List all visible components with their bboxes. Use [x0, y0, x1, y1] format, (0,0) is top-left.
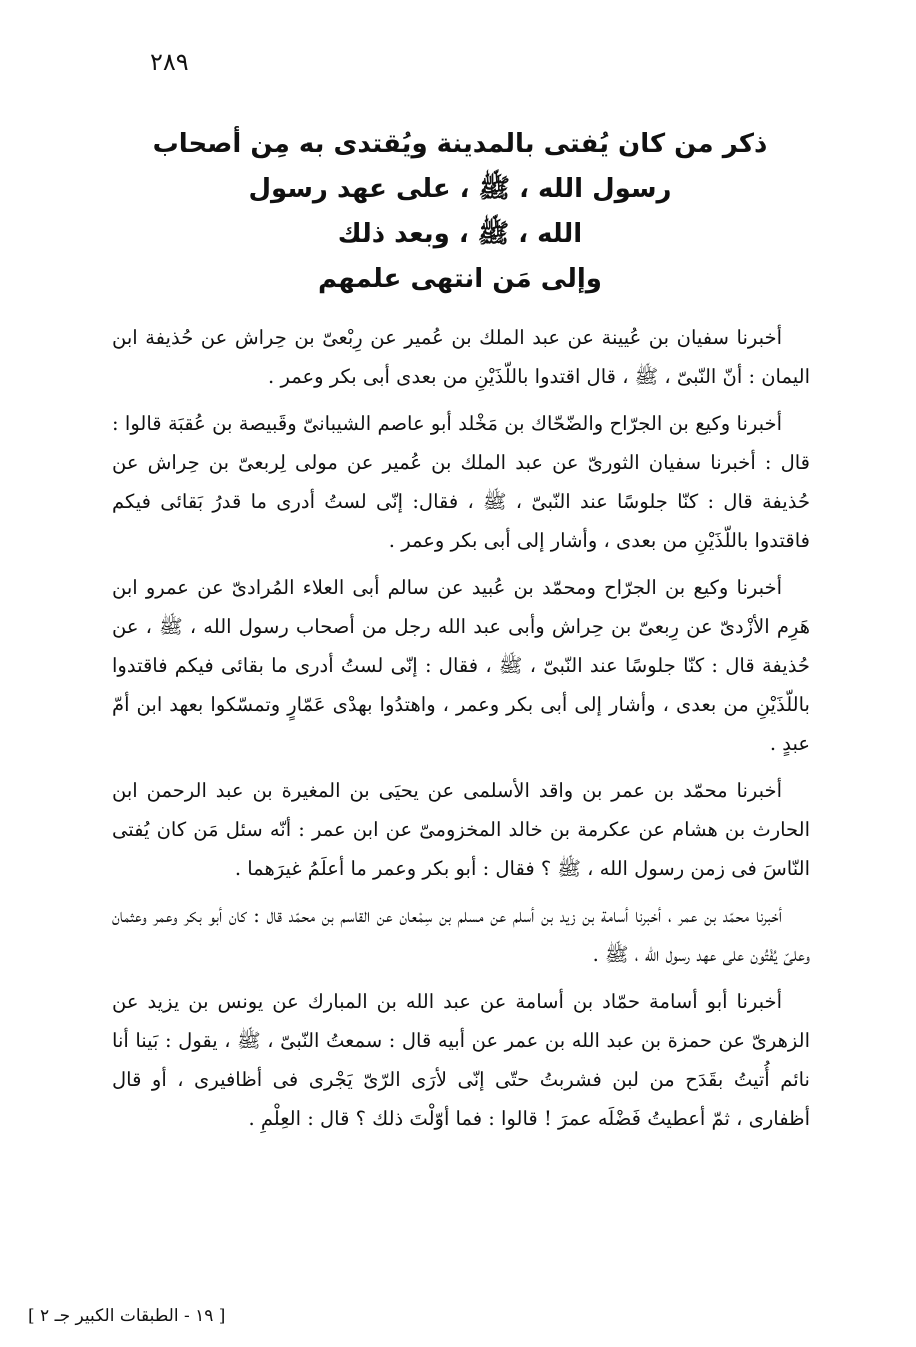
paragraph-5: أخبرنا محمّد بن عمر ، أخبرنا أسامة بن زيد بن أسلم عن مسلم بن سِمْعان عن القاسم بن محمّد قال : كان أبو بكر وعمر وعثمان وعلىّ يُفْتُون على عهد رسول الله ، ﷺ . [112, 904, 810, 966]
heading-line-3: الله ، ﷺ ، وبعد ذلك [337, 219, 583, 249]
paragraph-4: أخبرنا محمّد بن عمر بن واقد الأسلمى عن يحيَى بن المغيرة بن عبد الرحمن ابن الحارث بن هشام عن عكرمة بن خالد المخزومىّ عن ابن عمر : أنّه سئل مَن كان يُفتى النّاسَ فى زمن رسول الله ، ﷺ ؟ فقال : أبو بكر وعمر ما أعلَمُ غيرَهما . [112, 779, 810, 880]
paragraph-6: أخبرنا أبو أسامة حمّاد بن أسامة عن عبد الله بن المبارك عن يونس بن يزيد عن الزهرىّ عن حمزة بن عبد الله بن عمر عن أبيه قال : سمعتُ النّبىّ ، ﷺ ، يقول : بَينا أنا نائم أُتيتُ بقَدَح من لبن فشربتُ حتّى إنّى لأرَى الرّىّ يَجْرى فى أظافيرى ، أو قال أظفارى ، ثمّ أعطيتُ فَضْلَه عمرَ ! قالوا : فما أوّلْتَ ذلك ؟ قال : العِلْمِ . [112, 990, 810, 1130]
paragraph-2: أخبرنا وكيع بن الجرّاح والضّحّاك بن مَخْلد أبو عاصم الشيبانىّ وقَبيصة بن عُقبَة قالوا : قال : أخبرنا سفيان الثورىّ عن عبد الملك بن عُمير عن مولى لِربعىّ بن حِراش عن حُذيفة قال : كنّا جلوسًا عند النّبىّ ، ﷺ ، فقال: إنّى لستُ أدرى ما قدرُ بَقائى فيكم فاقتدوا باللّذَيْنِ من بعدى ، وأشار إلى أبى بكر وعمر . [112, 412, 810, 552]
heading-line-1: ذكر من كان يُفتى بالمدينة ويُقتدى به مِن أصحاب [152, 129, 768, 159]
heading-line-2: رسول الله ، ﷺ ، على عهد رسول [248, 174, 672, 204]
section-heading [140, 122, 780, 302]
page-footer: [ ١٩ - الطبقات الكبير جـ ٢ ] [28, 1306, 226, 1326]
page-number: ٢٨٩ [150, 48, 189, 76]
paragraph-1: أخبرنا سفيان بن عُيينة عن عبد الملك بن عُمير عن رِبْعىّ بن حِراش عن حُذيفة ابن اليمان : أنّ النّبىّ ، ﷺ ، قال اقتدوا باللّذَيْنِ من بعدى أبى بكر وعمر . [112, 326, 810, 388]
paragraph-3: أخبرنا وكيع بن الجرّاح ومحمّد بن عُبيد عن سالم أبى العلاء المُرادىّ عن عمرو ابن هَرِم الأزْدىّ عن رِبعىّ بن حِراش وأبى عبد الله رجل من أصحاب رسول الله ، ﷺ ، عن حُذيفة قال : كنّا جلوسًا عند النّبىّ ، ﷺ ، فقال : إنّى لستُ أدرى ما بقائى فيكم فاقتدوا باللّذَيْنِ من بعدى ، وأشار إلى أبى بكر وعمر ، واهتدُوا بهدْى عَمّارٍ وتمسّكوا بعهد ابن أمّ عبدٍ . [112, 576, 810, 755]
body-text [112, 318, 810, 1146]
heading-line-4: وإلى مَن انتهى علمهم [318, 264, 602, 294]
